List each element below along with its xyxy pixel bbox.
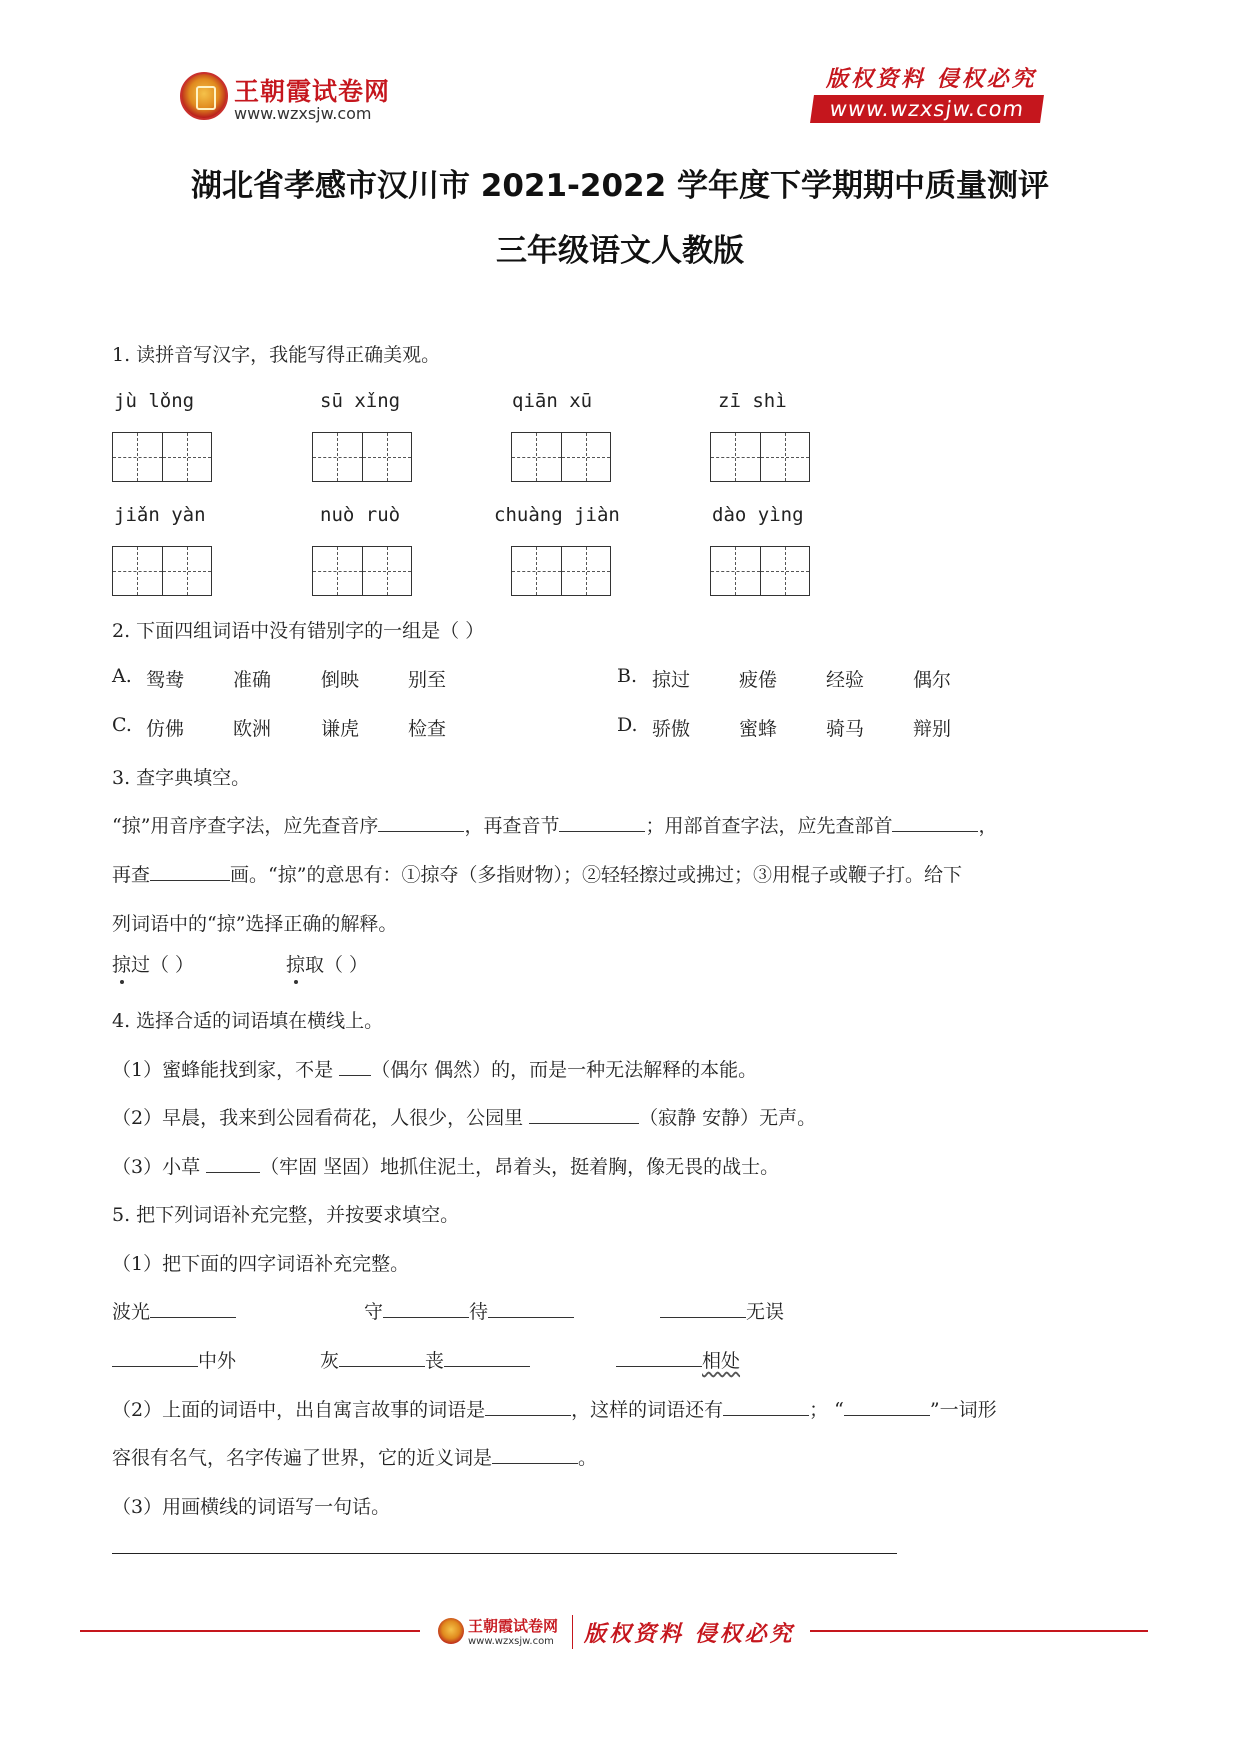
- q1-writing-grid-6[interactable]: [312, 546, 412, 596]
- footer-divider-left: [80, 1630, 420, 1632]
- q5-blank[interactable]: [339, 1348, 425, 1367]
- q2-option-a-word: 鸳鸯: [146, 669, 185, 691]
- footer-divider-right: [810, 1630, 1148, 1632]
- q3-blank-strokes[interactable]: [150, 862, 230, 881]
- q5-sentence-answer-line[interactable]: [112, 1553, 897, 1554]
- q5-blank[interactable]: [616, 1348, 702, 1367]
- q2-option-c-label[interactable]: C.: [112, 714, 132, 736]
- q5-blank[interactable]: [383, 1299, 469, 1318]
- q2-option-d-word: 辩别: [913, 718, 952, 740]
- q3-stem: 3. 查字典填空。: [112, 767, 251, 789]
- footer-logo-title: 王朝霞试卷网: [468, 1617, 559, 1635]
- q5-blank[interactable]: [723, 1397, 809, 1416]
- q5-part-2-line-1: （2）上面的词语中，出自寓言故事的词语是 ，这样的词语还有 ； “ ”一词形: [112, 1399, 997, 1421]
- q1-pinyin-2: sū xǐng: [320, 390, 401, 412]
- footer-copyright: 版权资料 侵权必究: [584, 1621, 795, 1647]
- q1-pinyin-6: nuò ruò: [320, 504, 401, 526]
- q5-idiom-4: 中外: [112, 1346, 236, 1373]
- q5-idiom-5: 灰 丧: [320, 1346, 530, 1373]
- copyright-url[interactable]: www.wzxsjw.com: [810, 95, 1044, 123]
- q4-sentence-3: （3）小草 （牢固 坚固）地抓住泥土，昂着头，挺着胸，像无畏的战士。: [112, 1156, 780, 1178]
- q3-answer-1[interactable]: 过（ ）: [131, 954, 195, 976]
- logo-emblem-icon: [180, 72, 228, 120]
- q1-writing-grid-7[interactable]: [511, 546, 611, 596]
- q2-option-d-word: 骑马: [826, 718, 865, 740]
- q1-writing-grid-2[interactable]: [312, 432, 412, 482]
- q5-stem: 5. 把下列词语补充完整，并按要求填空。: [112, 1204, 460, 1226]
- q4-blank-1[interactable]: [339, 1057, 371, 1076]
- q5-blank[interactable]: [844, 1397, 930, 1416]
- q1-pinyin-1: jù lǒng: [114, 390, 195, 412]
- q2-option-d-word: 骄傲: [652, 718, 691, 740]
- logo-url[interactable]: www.wzxsjw.com: [234, 104, 372, 123]
- q5-idiom-1: 波光: [112, 1297, 236, 1324]
- q1-pinyin-8: dào yìng: [712, 504, 804, 526]
- q3-blank-initial[interactable]: [378, 813, 464, 832]
- q5-idiom-3: 无误: [660, 1297, 784, 1324]
- q5-part-2-line-2: 容很有名气，名字传遍了世界，它的近义词是 。: [112, 1447, 598, 1469]
- footer-logo-emblem-icon: [438, 1618, 464, 1644]
- q5-blank[interactable]: [492, 1445, 578, 1464]
- q1-writing-grid-1[interactable]: [112, 432, 212, 482]
- logo-title: 王朝霞试卷网: [234, 77, 391, 106]
- q5-blank[interactable]: [488, 1299, 574, 1318]
- q3-answer-2[interactable]: 取（ ）: [305, 954, 369, 976]
- q4-stem: 4. 选择合适的词语填在横线上。: [112, 1010, 384, 1032]
- q3-word-1: 掠过（ ）: [112, 954, 195, 976]
- q3-word-2: 掠取（ ）: [286, 954, 369, 976]
- q1-pinyin-5: jiǎn yàn: [114, 504, 206, 526]
- q2-option-c-word: 谦虎: [321, 718, 360, 740]
- q3-line-1: “掠”用音序查字法，应先查音序 ，再查音节 ；用部首查字法，应先查部首 ，: [112, 815, 998, 837]
- q5-blank[interactable]: [444, 1348, 530, 1367]
- copyright-notice: 版权资料 侵权必究: [826, 66, 1037, 92]
- q5-blank[interactable]: [485, 1397, 571, 1416]
- q1-writing-grid-3[interactable]: [511, 432, 611, 482]
- q1-pinyin-3: qiān xū: [512, 390, 593, 412]
- q2-stem: 2. 下面四组词语中没有错别字的一组是（ ）: [112, 620, 485, 642]
- q5-blank[interactable]: [112, 1348, 198, 1367]
- q3-line-3: 列词语中的“掠”选择正确的解释。: [112, 913, 398, 935]
- q2-option-a-word: 倒映: [321, 669, 360, 691]
- q1-writing-grid-8[interactable]: [710, 546, 810, 596]
- q5-blank[interactable]: [150, 1299, 236, 1318]
- q2-option-d-word: 蜜蜂: [739, 718, 778, 740]
- q2-option-b-word: 掠过: [652, 669, 691, 691]
- q2-option-d-label[interactable]: D.: [617, 714, 638, 736]
- q5-idiom-6: 相处: [616, 1346, 740, 1373]
- footer-separator: [572, 1615, 573, 1649]
- q3-line-2: 再查 画。“掠”的意思有：①掠夺（多指财物）；②轻轻擦过或拂过；③用棍子或鞭子打。给下: [112, 864, 962, 886]
- q2-option-b-word: 疲倦: [739, 669, 778, 691]
- q2-option-c-word: 检查: [408, 718, 447, 740]
- q4-blank-3[interactable]: [206, 1154, 260, 1173]
- q1-pinyin-4: zī shì: [718, 390, 787, 412]
- q2-option-a-label[interactable]: A.: [112, 665, 132, 687]
- q2-option-c-word: 欧洲: [233, 718, 272, 740]
- q3-blank-radical[interactable]: [892, 813, 978, 832]
- q5-blank[interactable]: [660, 1299, 746, 1318]
- q4-sentence-2: （2）早晨，我来到公园看荷花，人很少，公园里 （寂静 安静）无声。: [112, 1107, 817, 1129]
- q5-part-3: （3）用画横线的词语写一句话。: [112, 1496, 391, 1518]
- q2-option-b-word: 偶尔: [913, 669, 952, 691]
- footer-logo-url[interactable]: www.wzxsjw.com: [468, 1636, 554, 1647]
- q4-blank-2[interactable]: [529, 1105, 639, 1124]
- q2-option-b-word: 经验: [826, 669, 865, 691]
- q5-part-1: （1）把下面的四字词语补充完整。: [112, 1253, 410, 1275]
- q4-sentence-1: （1）蜜蜂能找到家，不是 （偶尔 偶然）的，而是一种无法解释的本能。: [112, 1059, 758, 1081]
- q3-blank-syllable[interactable]: [559, 813, 645, 832]
- q2-option-c-word: 仿佛: [146, 718, 185, 740]
- q1-writing-grid-5[interactable]: [112, 546, 212, 596]
- q2-option-b-label[interactable]: B.: [617, 665, 638, 687]
- q5-idiom-2: 守 待: [364, 1297, 574, 1324]
- q2-option-a-word: 准确: [233, 669, 272, 691]
- q1-writing-grid-4[interactable]: [710, 432, 810, 482]
- q1-stem: 1. 读拼音写汉字，我能写得正确美观。: [112, 344, 441, 366]
- q2-option-a-word: 别至: [408, 669, 447, 691]
- page-subtitle: 三年级语文人教版: [496, 233, 744, 269]
- page-title: 湖北省孝感市汉川市 2021-2022 学年度下学期期中质量测评: [190, 168, 1049, 204]
- q1-pinyin-7: chuàng jiàn: [494, 504, 620, 526]
